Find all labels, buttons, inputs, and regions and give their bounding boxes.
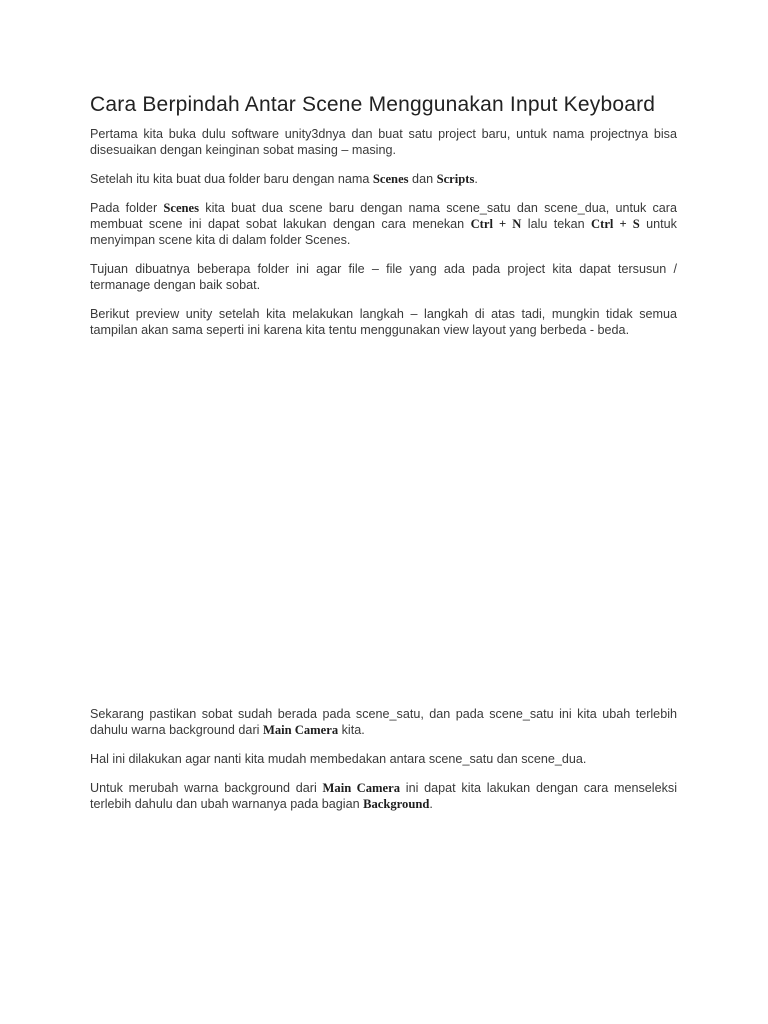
page-title: Cara Berpindah Antar Scene Menggunakan Input Keyboard: [90, 93, 656, 116]
main-camera-label: Main Camera: [322, 781, 401, 795]
text-segment: Pada folder: [90, 201, 164, 215]
paragraph-folders: [90, 171, 677, 187]
text-segment: Untuk merubah warna background dari: [90, 781, 323, 795]
background-label: Background: [363, 797, 430, 811]
text-segment: Sekarang pastikan sobat sudah berada pada scene_satu, dan pada scene_satu ini kita ubah terlebih dahulu warna background dari: [90, 707, 677, 737]
paragraph-reason: Hal ini dilakukan agar nanti kita mudah membedakan antara scene_satu dan scene_dua.: [90, 752, 587, 766]
text-segment: dan: [408, 172, 437, 186]
text-segment: untuk menyimpan scene kita di dalam folder Scenes.: [90, 217, 677, 247]
paragraph-change-background: [90, 780, 677, 812]
text-segment: lalu tekan: [521, 217, 592, 231]
text-segment: Setelah itu kita buat dua folder baru dengan nama: [90, 172, 373, 186]
text-segment: .: [474, 172, 478, 186]
text-segment: kita buat dua scene baru dengan nama scene_satu dan scene_dua, untuk cara membuat scene ini dapat sobat lakukan dengan cara menekan: [90, 201, 677, 231]
preview-image-placeholder: [90, 351, 677, 706]
paragraph-scene-satu: [90, 706, 677, 738]
document-page: [90, 92, 677, 825]
paragraph-purpose: Tujuan dibuatnya beberapa folder ini agar file – file yang ada pada project kita dapat tersusun / termanage dengan baik sobat.: [90, 262, 677, 292]
folder-name-scenes: Scenes: [163, 201, 200, 215]
text-segment: kita.: [338, 723, 365, 737]
folder-name-scripts: Scripts: [436, 172, 475, 186]
shortcut-ctrl-n: Ctrl + N: [470, 217, 522, 231]
text-segment: .: [429, 797, 433, 811]
folder-name-scenes: Scenes: [372, 172, 409, 186]
paragraph-preview: Berikut preview unity setelah kita melakukan langkah – langkah di atas tadi, mungkin tidak semua tampilan akan sama seperti ini karena kita tentu menggunakan view layout yang berbeda - beda.: [90, 307, 677, 337]
main-camera-label: Main Camera: [262, 723, 339, 737]
paragraph-intro: Pertama kita buka dulu software unity3dnya dan buat satu project baru, untuk nama projectnya bisa disesuaikan dengan keinginan sobat masing – masing.: [90, 127, 677, 157]
text-segment: ini dapat kita lakukan dengan cara menseleksi terlebih dahulu dan ubah warnanya pada bagian: [90, 781, 677, 811]
paragraph-create-scenes: [90, 200, 677, 248]
shortcut-ctrl-s: Ctrl + S: [591, 217, 640, 231]
